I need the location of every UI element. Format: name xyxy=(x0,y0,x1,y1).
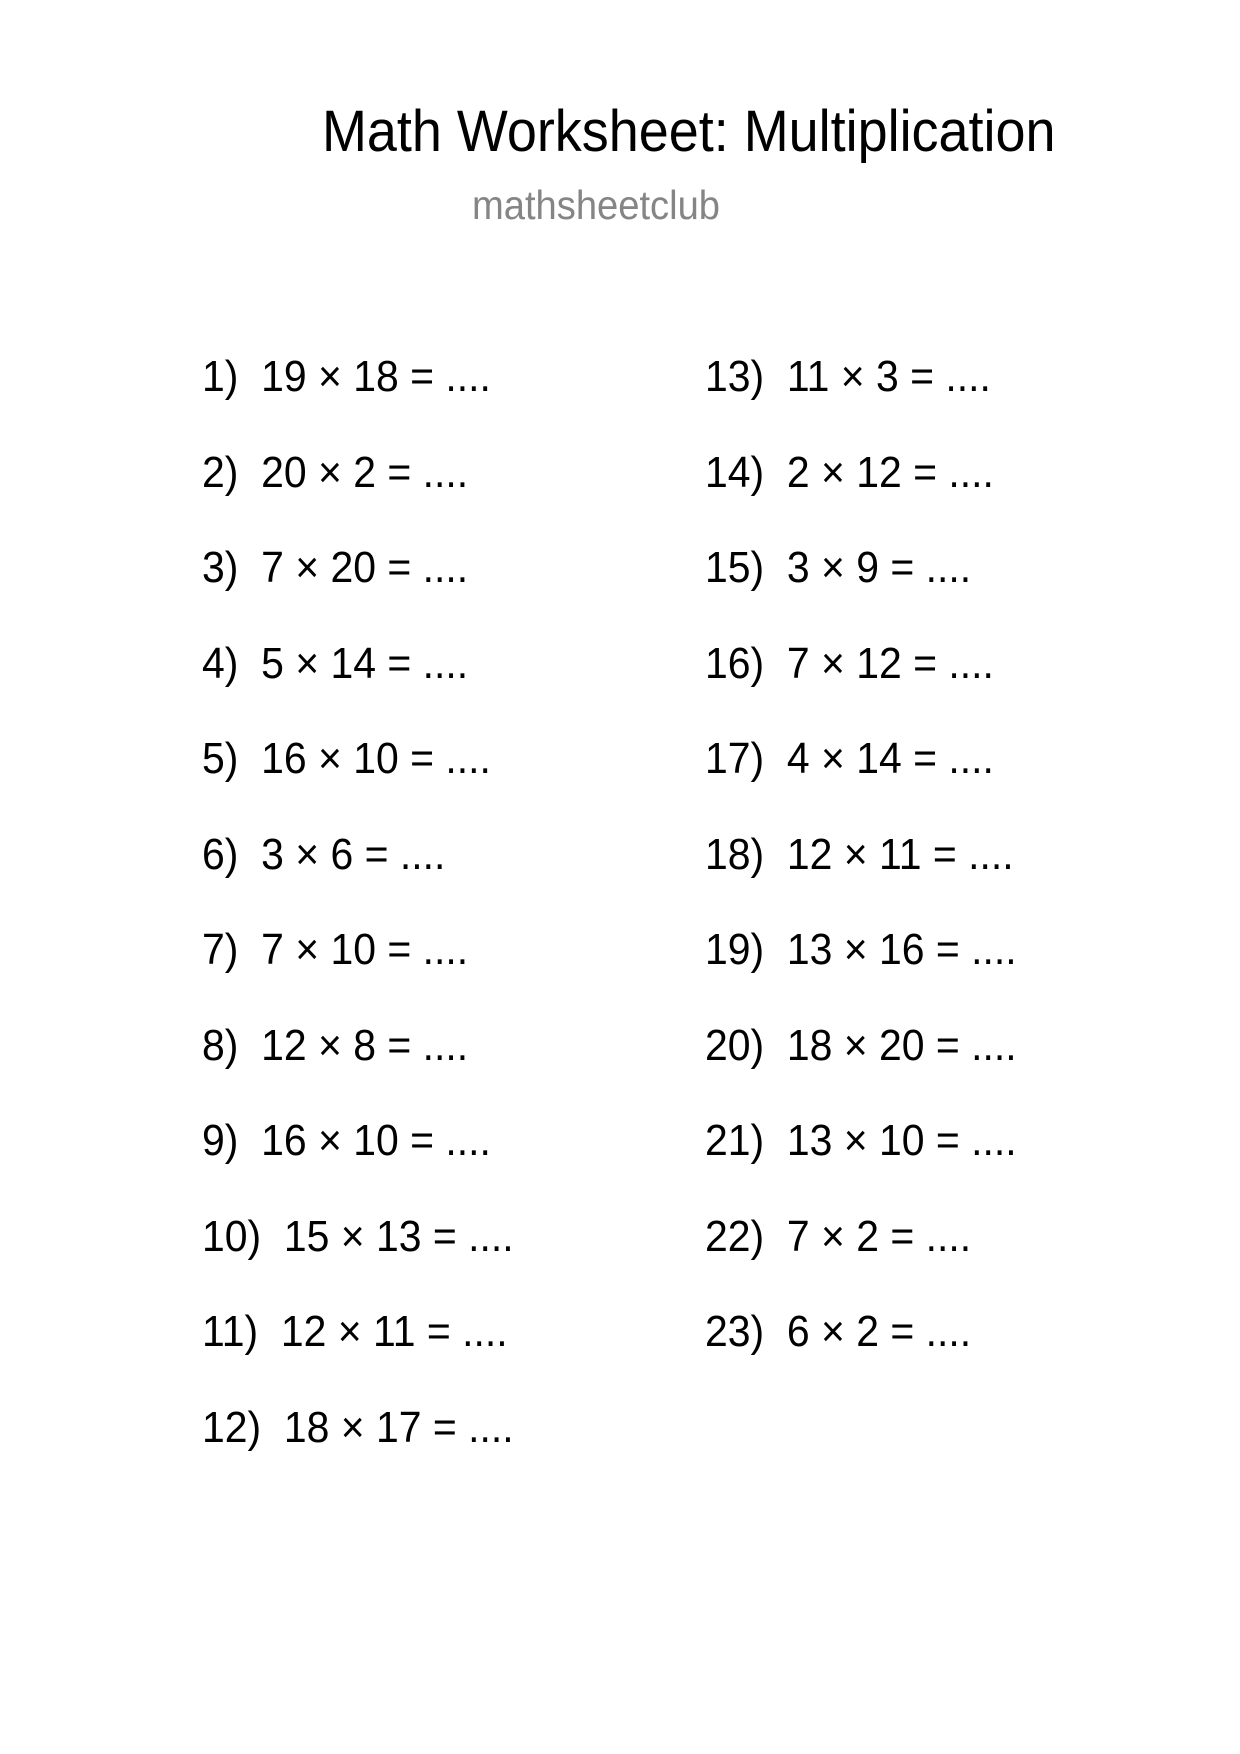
problem-11: 11) 12 × 11 = .... xyxy=(202,1307,508,1356)
problem-21: 21) 13 × 10 = .... xyxy=(705,1116,1017,1165)
problem-10: 10) 15 × 13 = .... xyxy=(202,1211,514,1261)
problem-14: 14) 2 × 12 = .... xyxy=(705,447,994,497)
problem-6: 6) 3 × 6 = .... xyxy=(202,829,446,879)
problem-1: 1) 19 × 18 = .... xyxy=(202,352,491,401)
problems-column-right xyxy=(705,352,1040,1403)
worksheet-subtitle: mathsheetclub xyxy=(472,182,721,228)
problem-12: 12) 18 × 17 = .... xyxy=(202,1402,514,1452)
problem-23: 23) 6 × 2 = .... xyxy=(705,1307,972,1356)
problem-17: 17) 4 × 14 = .... xyxy=(705,734,994,783)
problem-20: 20) 18 × 20 = .... xyxy=(705,1020,1017,1070)
problem-2: 2) 20 × 2 = .... xyxy=(202,447,469,497)
problem-5: 5) 16 × 10 = .... xyxy=(202,734,491,783)
problem-18: 18) 12 × 11 = .... xyxy=(705,829,1014,879)
problem-3: 3) 7 × 20 = .... xyxy=(202,543,469,592)
problems-column-left xyxy=(202,352,537,1498)
problem-4: 4) 5 × 14 = .... xyxy=(202,638,469,688)
problem-13: 13) 11 × 3 = .... xyxy=(705,352,991,401)
problem-16: 16) 7 × 12 = .... xyxy=(705,638,994,688)
problem-15: 15) 3 × 9 = .... xyxy=(705,543,972,592)
problem-8: 8) 12 × 8 = .... xyxy=(202,1020,469,1070)
worksheet-title: Math Worksheet: Multiplication xyxy=(322,99,1056,164)
problem-19: 19) 13 × 16 = .... xyxy=(705,925,1017,974)
problem-7: 7) 7 × 10 = .... xyxy=(202,925,469,974)
problem-22: 22) 7 × 2 = .... xyxy=(705,1211,972,1261)
problem-9: 9) 16 × 10 = .... xyxy=(202,1116,491,1165)
